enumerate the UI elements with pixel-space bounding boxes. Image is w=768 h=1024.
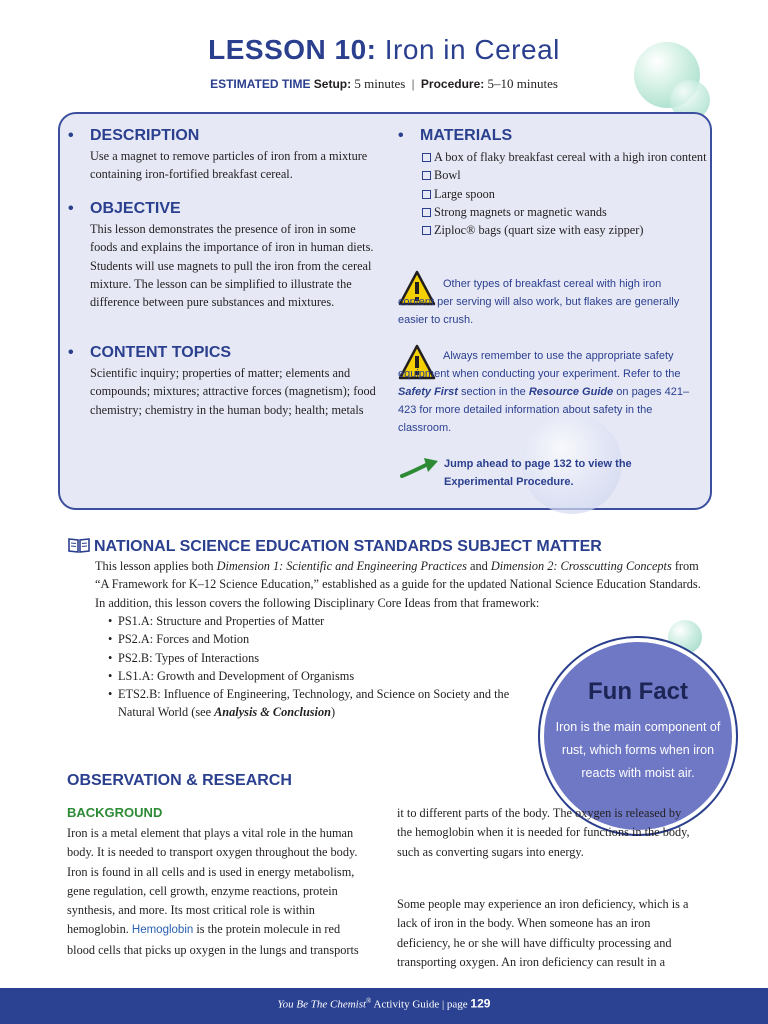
checkbox-icon — [422, 171, 431, 180]
background-heading: BACKGROUND — [67, 805, 163, 820]
warning-cereal-note: Other types of breakfast cereal with high iron content per serving will also work, but flakes are generally easier to crush. — [398, 278, 680, 326]
materials-item-text: Bowl — [434, 168, 461, 183]
core-idea-item: • LS1.A: Growth and Development of Organisms — [108, 667, 538, 685]
core-idea-text: ) — [330, 705, 336, 720]
page-footer — [0, 988, 768, 1024]
safety-warning-text: section in the — [457, 386, 529, 398]
core-idea-text: ETS2.B: Influence of Engineering, Technology, and Science on Society and the Natural World (see — [118, 687, 510, 720]
checkbox-icon — [422, 208, 431, 217]
resource-guide-reference: Resource Guide — [528, 386, 614, 398]
background-text-left — [67, 824, 369, 960]
safety-warning-text: Always remember to use the appropriate safety equipment when conducting your experiment. Refer to the — [398, 350, 681, 380]
description-heading: • DESCRIPTION — [68, 127, 200, 144]
objective-heading-text: OBJECTIVE — [90, 200, 181, 217]
materials-item — [422, 203, 712, 221]
materials-heading-text: MATERIALS — [420, 127, 513, 144]
content-topics-text: Scientific inquiry; properties of matter; elements and compounds; mixtures; attractive forces (magnetism); food chemistry; chemistry in the human body; health; metals — [90, 366, 376, 417]
materials-item-text: A box of flaky breakfast cereal with a high iron content — [434, 150, 707, 164]
background-paragraph: Iron is a metal element that plays a vital role in the human body. It is needed to transport oxygen throughout the body. Iron is found in all cells and is used in energy metabolism, gene regulation, cell growth, enzyme reactions, protein synthesis, and more. Its most critical role is within hemoglobin. — [67, 826, 358, 937]
objective-heading: • OBJECTIVE — [68, 200, 181, 217]
lesson-number: LESSON 10: — [208, 34, 377, 65]
background-text-right: it to different parts of the body. The oxygen is released by the hemoglobin when it is needed for functions in the body, such as converting sugars into energy. — [397, 806, 690, 859]
background-paragraph: is the protein molecule in red blood cells that picks up oxygen in the lungs and transports — [67, 922, 359, 957]
description-heading-text: DESCRIPTION — [90, 127, 200, 144]
guide-name-rest: Activity Guide — [371, 998, 440, 1011]
standards-intro-text: from “A Framework for K–12 Science Education,” established as a guide for the updated National Science Education Standards. In addition, this lesson covers the following Disciplinary Core Ideas from that framework: — [95, 559, 701, 610]
safety-first-reference: Safety First — [398, 386, 458, 398]
observation-heading: OBSERVATION & RESEARCH — [67, 772, 292, 789]
standards-intro — [95, 557, 707, 612]
description-text: Use a magnet to remove particles of iron from a mixture containing iron-fortified breakfast cereal. — [90, 149, 368, 182]
time-separator: | — [411, 76, 415, 91]
standards-heading-text: NATIONAL SCIENCE EDUCATION STANDARDS SUBJECT MATTER — [94, 538, 602, 555]
iron-deficiency-text: Some people may experience an iron deficiency, which is a lack of iron in the body. When someone has an iron deficiency, he or she will have difficulty processing and transporting oxygen. An iron deficiency can result in a — [397, 897, 689, 969]
setup-label: Setup: — [313, 77, 352, 91]
standards-intro-text: and — [466, 559, 491, 573]
footer-separator: | page — [439, 998, 471, 1011]
materials-item — [422, 166, 712, 184]
procedure-value: 5–10 minutes — [487, 76, 558, 91]
standards-heading — [68, 537, 602, 556]
core-idea-item: • PS2.A: Forces and Motion — [108, 630, 538, 648]
fun-fact-text: Iron is the main component of rust, which forms when iron reacts with moist air. — [555, 720, 721, 780]
content-topics-heading-text: CONTENT TOPICS — [90, 344, 232, 361]
core-idea-item — [108, 685, 538, 722]
materials-item-text: Ziploc® bags (quart size with easy zipper) — [434, 223, 644, 238]
materials-item — [422, 185, 712, 203]
checkbox-icon — [422, 226, 431, 235]
standards-intro-text: This lesson applies both — [95, 559, 217, 573]
materials-item-text: Large spoon — [434, 186, 495, 201]
checkbox-icon — [422, 190, 431, 199]
lesson-name: Iron in Cereal — [384, 34, 560, 65]
checkbox-icon — [422, 153, 431, 162]
estimated-time-label: ESTIMATED TIME — [210, 77, 311, 91]
setup-value: 5 minutes — [354, 76, 406, 91]
materials-heading: • MATERIALS — [398, 127, 513, 144]
dimension-2: Dimension 2: Crosscutting Concepts — [490, 559, 672, 573]
content-topics-heading: • CONTENT TOPICS — [68, 344, 232, 361]
dimension-1: Dimension 1: Scientific and Engineering Practices — [216, 559, 467, 573]
safety-warning — [398, 347, 698, 437]
safety-warning-text: on pages 421–423 for more detailed information about safety in the classroom. — [398, 386, 690, 434]
page-number: 129 — [470, 996, 491, 1011]
fun-fact-title: Fun Fact — [588, 678, 688, 705]
hemoglobin-term: Hemoglobin — [131, 924, 194, 937]
registered-mark: ® — [366, 997, 372, 1005]
jump-ahead-link[interactable]: Jump ahead to page 132 to view the Experimental Procedure. — [444, 458, 632, 488]
procedure-label: Procedure: — [420, 77, 485, 91]
guide-name: You Be The Chemist — [277, 998, 367, 1011]
materials-item-text: Strong magnets or magnetic wands — [434, 204, 607, 219]
materials-list — [422, 148, 712, 239]
core-ideas-list — [108, 612, 538, 722]
objective-text: This lesson demonstrates the presence of iron in some foods and explains the importance of iron in human diets. Students will use magnets to pull the iron from the cereal mixture. The lesson can be simplified to illustrate the difference between pure substances and mixtures. — [90, 222, 374, 310]
core-idea-item: • PS2.B: Types of Interactions — [108, 649, 538, 667]
core-idea-item: • PS1.A: Structure and Properties of Matter — [108, 612, 538, 630]
green-arrow-icon — [400, 456, 440, 480]
materials-item — [422, 221, 712, 239]
book-icon — [68, 537, 90, 553]
analysis-conclusion-reference: Analysis & Conclusion — [214, 705, 331, 720]
materials-item — [422, 148, 712, 166]
